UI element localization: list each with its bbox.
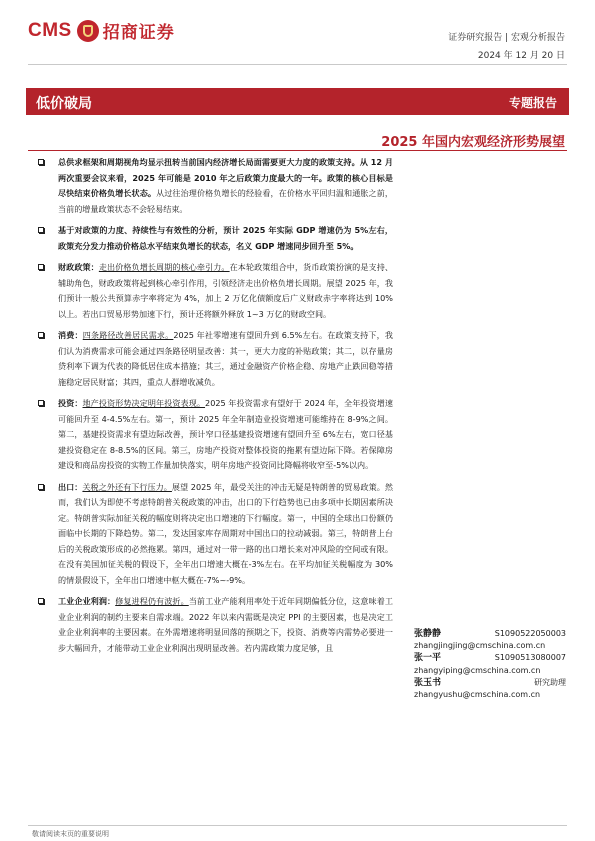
paragraph-label: 投资： bbox=[58, 398, 83, 408]
paragraph-body: 2025 年投资需求有望好于 2024 年，全年投资增速可能回升至 4-4.5%左右。第一，预计 2025 年全年制造业投资增速可能维持在 8-9%之间。第二，基建投资需求有望边际改善，预计窄口径基建投资增速有望回升至 6%左右，宽口径基建投资稳定在 8-8.5%的区间。第三，房地产投资对整体投资的拖累有望边际下降。若保障房建设和商品房投资的实物工作量加快落实，明年房地产投资同比降幅将收窄至-5%以内。 bbox=[58, 398, 393, 470]
paragraph-body: 2025 年社零增速有望回升到 6.5%左右。在政策支持下，我们认为消费需求可能会通过四条路径明显改善：其一，更大力度的补贴政策；其二，以存量房贷利率下调为代表的降低居住成本措施；其三，通过金融资产价格企稳、房地产止跌回稳等措施稳定居民财富；其四，重点人群增收减负。 bbox=[58, 330, 393, 387]
logo-latin: CMS bbox=[28, 19, 72, 41]
analyst-cert: 研究助理 bbox=[534, 677, 566, 687]
logo-seal-icon bbox=[77, 20, 99, 42]
analyst-email[interactable]: zhangyiping@cmschina.com.cn bbox=[414, 665, 541, 675]
analyst-entry bbox=[414, 628, 566, 652]
square-bullet-icon bbox=[38, 598, 44, 604]
header-divider bbox=[28, 64, 567, 65]
title-banner bbox=[26, 88, 569, 115]
paragraph-highlight: 走出价格负增长周期的核心牵引力。 bbox=[98, 262, 230, 272]
paragraph-lead: 基于对政策的力度、持续性与有效性的分析，预计 2025 年实际 GDP 增速仍为 5%左右，政策充分发力推动价格总水平结束负增长的状态，名义 GDP 增速同步回升至 5%。 bbox=[58, 225, 393, 251]
analyst-entry bbox=[414, 677, 566, 701]
square-bullet-icon bbox=[38, 159, 44, 165]
investment-paragraph bbox=[38, 396, 393, 474]
report-type: 专题报告 bbox=[508, 96, 557, 110]
analyst-name: 张玉书 bbox=[414, 677, 442, 688]
analyst-name: 张一平 bbox=[414, 653, 442, 664]
logo bbox=[28, 18, 175, 43]
paragraph-body: 当前工业产能利用率处于近年同期偏低分位，这意味着工业企业利润的制约主要来自需求端。2022 年以来内需既是决定 PPI 的主要因素，也是决定工业企业利润率的主要因素。在外需增速将明显回落的预期之下，投资、消费等内需势必要进一步大幅回升，才能带动工业企业利润出现明显改善。若内需政策力度足够，且 bbox=[58, 596, 393, 653]
analyst-cert: S1090513080007 bbox=[494, 653, 566, 663]
report-title: 2025 年国内宏观经济形势展望 bbox=[381, 135, 565, 150]
paragraph-highlight: 四条路径改善居民需求。 bbox=[82, 330, 174, 340]
industrial-profit-paragraph bbox=[38, 594, 393, 656]
paragraph-highlight: 地产投资形势决定明年投资表现。 bbox=[82, 398, 206, 408]
analyst-cert: S1090522050003 bbox=[494, 629, 566, 638]
summary-body bbox=[38, 155, 393, 662]
footer-divider bbox=[28, 825, 567, 826]
paragraph-body: 展望 2025 年，最受关注的冲击无疑是特朗普的贸易政策。然而，我们认为即使不考虑特朗普关税政策的冲击，出口的下行趋势也已由多项中长期因素所决定。特朗普实际加征关税的幅度则将决定出口增速的下行幅度。第一，中国的全球出口份额仍面临中长期的下降趋势。第二，发达国家库存周期对中国出口的拉动减弱。第三，特朗普上台后的关税政策形成的必然拖累。第四，通过对一带一路的出口增长来对冲风险的空间或有限。在没有美国加征关税的假设下，全年出口增速大概在-3%左右。在平均加征关税幅度为 30%的情景假设下，全年出口增速中枢大概在-7%~-9%。 bbox=[58, 481, 393, 585]
paragraph-body: 在本轮政策组合中，货币政策扮演的是支持、辅助角色，财政政策将起到核心牵引作用，引领经济走出价格负增长周期。展望 2025 年，我们预计一般公共预算赤字率将定为 4%，加上 2 万亿化债额度后广义财政赤字率将达到 10%以上。若出口贸易形势加速下行，预计还将额外释放 1~3 万亿的财政空间。 bbox=[58, 262, 393, 319]
consumption-paragraph bbox=[38, 328, 393, 390]
summary-paragraph bbox=[38, 155, 393, 217]
analyst-list bbox=[414, 628, 566, 701]
square-bullet-icon bbox=[38, 332, 44, 338]
analyst-email[interactable]: zhangjingjing@cmschina.com.cn bbox=[414, 641, 546, 651]
analyst-name: 张静静 bbox=[414, 629, 442, 639]
paragraph-highlight: 关税之外还有下行压力。 bbox=[82, 481, 172, 492]
footer-note: 敬请阅读末页的重要说明 bbox=[32, 830, 109, 838]
logo-chinese: 招商证券 bbox=[102, 23, 175, 43]
analyst-email[interactable]: zhangyushu@cmschina.com.cn bbox=[414, 690, 541, 700]
square-bullet-icon bbox=[38, 227, 44, 233]
report-category: 证券研究报告 | 宏观分析报告 bbox=[448, 33, 565, 43]
summary-paragraph bbox=[38, 223, 393, 254]
analyst-entry bbox=[414, 652, 566, 676]
square-bullet-icon bbox=[38, 484, 44, 490]
fiscal-policy-paragraph bbox=[38, 260, 393, 322]
paragraph-label: 工业企业利润： bbox=[58, 596, 116, 606]
banner-headline: 低价破局 bbox=[36, 96, 92, 112]
title-divider bbox=[28, 150, 567, 151]
paragraph-lead: 总供求框架和周期视角均显示扭转当前国内经济增长局面需要更大力度的政策支持。从 12 月两次重要会议来看，2025 年可能是 2010 年之后政策力度最大的一年。政策的核心目标是尽快结束价格负增长状态。 bbox=[58, 157, 393, 198]
square-bullet-icon bbox=[38, 400, 44, 406]
square-bullet-icon bbox=[38, 264, 44, 270]
paragraph-label: 出口： bbox=[58, 481, 83, 492]
paragraph-highlight: 修复进程仍有波折。 bbox=[115, 596, 189, 606]
paragraph-label: 财政政策： bbox=[58, 262, 99, 272]
export-paragraph bbox=[38, 480, 393, 589]
paragraph-label: 消费： bbox=[58, 330, 83, 340]
report-date: 2024 年 12 月 20 日 bbox=[477, 51, 565, 61]
paragraph-body: 从过往治理价格负增长的经验看，在价格水平回归温和通胀之前，当前的增量政策状态不会轻易结束。 bbox=[58, 188, 393, 214]
